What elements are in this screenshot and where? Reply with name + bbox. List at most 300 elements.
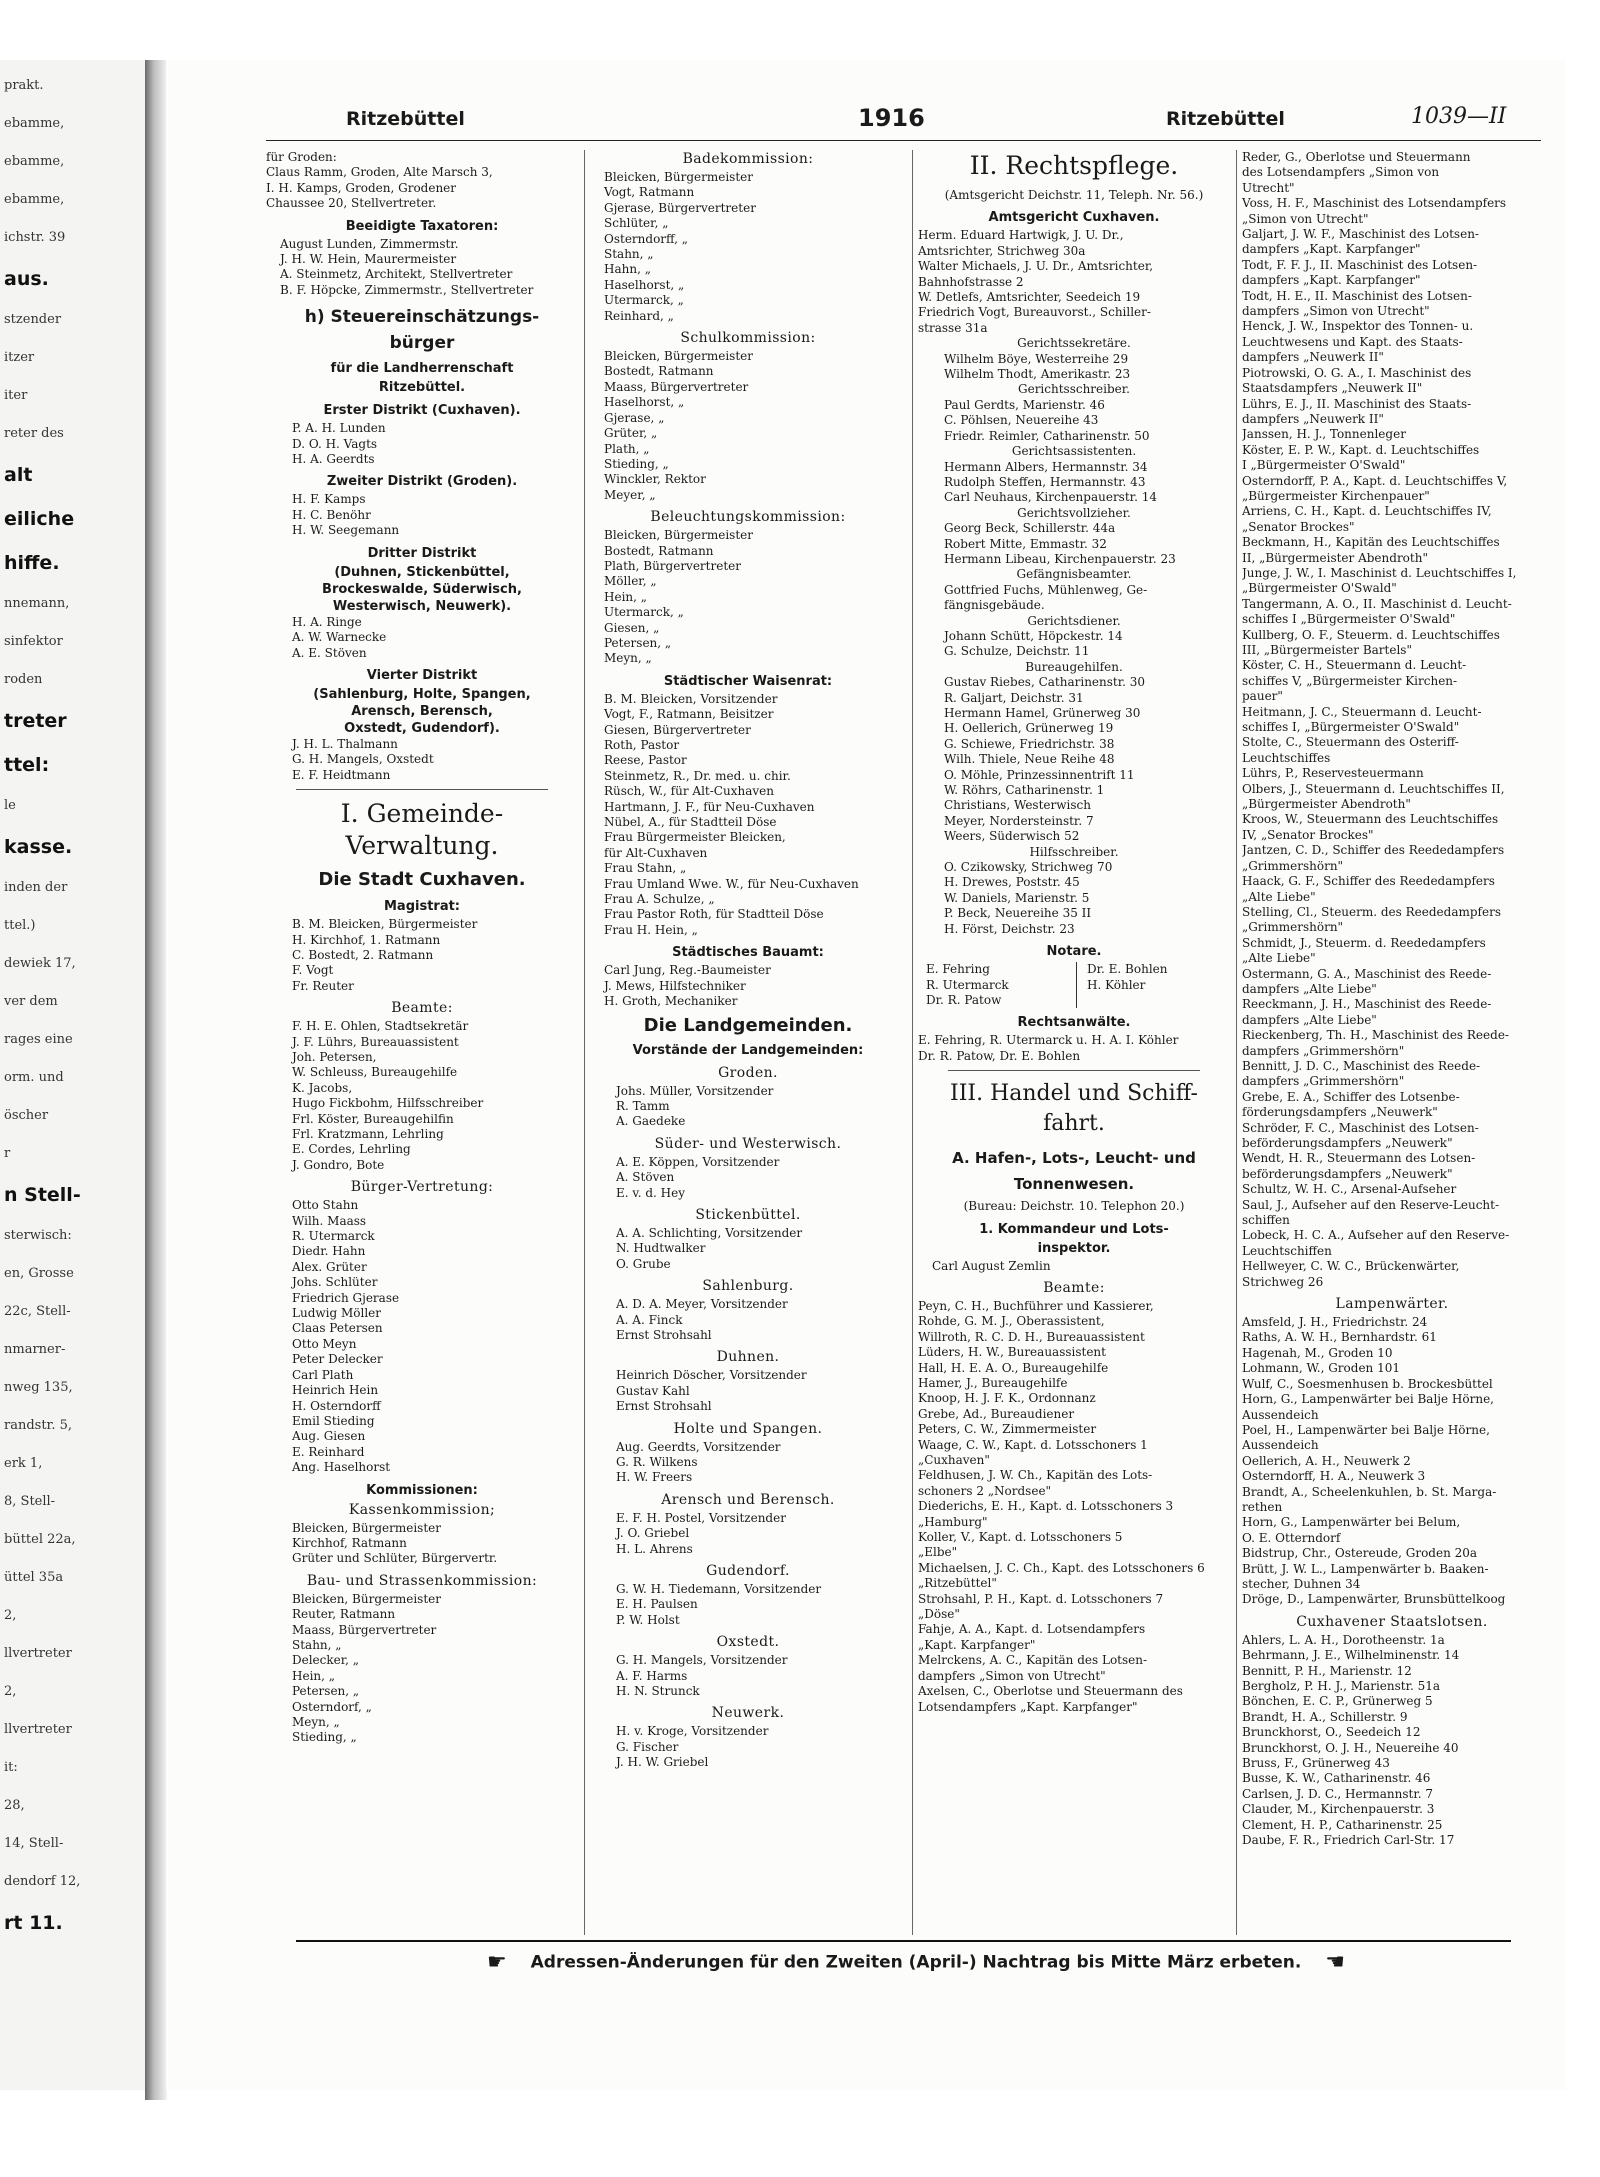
left-page-text: aus.	[4, 268, 49, 290]
district-3-list	[266, 615, 578, 661]
list-entry: schoners 2 „Nordsee"	[918, 1483, 1052, 1498]
hafen-bureau-note: (Bureau: Deichstr. 10. Telephon 20.)	[963, 1199, 1185, 1214]
list-entry: Emil Stieding	[292, 1413, 375, 1428]
section-3-title-1: III. Handel und Schiff-	[950, 1081, 1198, 1107]
list-entry: Bleicken, Bürgermeister	[292, 1591, 441, 1606]
list-entry: Lotsendampfers „Kapt. Karpfanger"	[918, 1699, 1138, 1714]
column-3	[918, 150, 1230, 1935]
left-page-text: öscher	[4, 1108, 49, 1123]
list-entry: Lobeck, H. C. A., Aufseher auf den Reserve-	[1242, 1228, 1510, 1243]
left-page-text: 2,	[4, 1608, 17, 1623]
list-entry: Georg Beck, Schillerstr. 44a	[944, 521, 1116, 536]
list-entry: Reinhard, „	[604, 308, 674, 323]
list-entry: Brandt, H. A., Schillerstr. 9	[1242, 1709, 1408, 1724]
directory-page	[166, 60, 1566, 2090]
list-entry: H. Köhler	[1087, 977, 1146, 992]
district-3-heading-2: (Duhnen, Stickenbüttel,	[334, 564, 510, 580]
list-entry: Plath, Bürgervertreter	[604, 558, 741, 573]
list-entry: Winckler, Rektor	[604, 472, 706, 487]
list-entry: A. F. Harms	[616, 1668, 688, 1683]
list-entry: Rüsch, W., für Alt-Cuxhaven	[604, 784, 774, 799]
list-entry: C. Bostedt, 2. Ratmann	[292, 947, 434, 962]
gerichtsvollzieher-list	[918, 521, 1230, 567]
list-entry: G. R. Wilkens	[616, 1455, 698, 1469]
list-entry: P. W. Holst	[616, 1612, 680, 1627]
list-entry: Osterndorff, „	[604, 231, 688, 246]
left-page-text: it:	[4, 1760, 18, 1775]
list-entry: Ang. Haselhorst	[292, 1460, 391, 1475]
list-entry: H. L. Ahrens	[616, 1541, 693, 1556]
list-entry: Bleicken, Bürgermeister	[604, 349, 753, 364]
stickenbuettel-heading: Stickenbüttel.	[695, 1206, 801, 1223]
list-entry: H. Drewes, Poststr. 45	[944, 875, 1080, 890]
list-entry: Grebe, E. A., Schiffer des Lotsenbe-	[1242, 1089, 1460, 1104]
kommandeur-list	[918, 1259, 1230, 1274]
baukommission-heading: Bau- und Strassenkommission:	[306, 1572, 538, 1589]
list-entry: Fr. Reuter	[292, 978, 354, 993]
list-entry: Brunckhorst, O., Seedeich 12	[1242, 1725, 1421, 1740]
list-entry: Meyn, „	[604, 651, 652, 666]
list-entry: Joh. Petersen,	[292, 1049, 377, 1064]
list-entry: N. Hudtwalker	[616, 1241, 706, 1256]
list-entry: Stolte, C., Steuermann des Osteriff-	[1242, 735, 1459, 750]
list-entry: Tangermann, A. O., II. Maschinist d. Leucht-	[1242, 596, 1512, 611]
gerichtsassistenten-heading: Gerichtsassistenten.	[1011, 444, 1137, 459]
gerichtsvollzieher-heading: Gerichtsvollzieher.	[1017, 505, 1131, 520]
suederwisch-heading: Süder- und Westerwisch.	[654, 1135, 842, 1152]
list-entry: Jantzen, C. D., Schiffer des Reededampfers	[1242, 843, 1505, 858]
left-page-text: ttel:	[4, 754, 50, 776]
list-entry: Johann Schütt, Höpckestr. 14	[944, 628, 1123, 643]
list-entry: pauer"	[1242, 689, 1283, 704]
list-entry: Horn, G., Lampenwärter bei Balje Hörne,	[1242, 1392, 1494, 1407]
list-entry: J. O. Griebel	[616, 1526, 690, 1541]
list-entry: Ludwig Möller	[292, 1306, 382, 1321]
section-2-title: II. Rechtspflege.	[969, 151, 1179, 180]
groden-taxatoren-list	[266, 150, 578, 212]
list-entry: Arriens, C. H., Kapt. d. Leuchtschiffes IV,	[1242, 504, 1492, 519]
left-page-text: ebamme,	[4, 192, 65, 207]
district-2-heading: Zweiter Distrikt (Groden).	[326, 474, 518, 490]
list-entry: Frau Umland Wwe. W., für Neu-Cuxhaven	[604, 876, 859, 891]
list-entry: Henck, J. W., Inspektor des Tonnen- u.	[1242, 319, 1474, 334]
list-entry: „Bürgermeister Abendroth"	[1242, 797, 1411, 812]
list-entry: Rohde, G. M. J., Oberassistent,	[918, 1314, 1105, 1329]
header-rule	[266, 140, 1541, 141]
list-entry: A. Gaedeke	[616, 1114, 686, 1129]
list-entry: Poel, H., Lampenwärter bei Balje Hörne,	[1242, 1422, 1490, 1437]
list-entry: „Alte Liebe"	[1242, 889, 1316, 904]
amtsgericht-heading: Amtsgericht Cuxhaven.	[988, 210, 1160, 226]
left-page-text: nweg 135,	[4, 1380, 73, 1395]
district-4-heading: Vierter Distrikt	[366, 667, 478, 683]
list-entry: Utrecht"	[1242, 180, 1295, 195]
left-page-text: rages eine	[4, 1032, 73, 1047]
list-entry: Brunckhorst, O. J. H., Neuereihe 40	[1242, 1740, 1459, 1755]
baukommission-list	[266, 1592, 578, 1746]
list-entry: für Alt-Cuxhaven	[604, 845, 708, 860]
left-page-fragment	[0, 60, 149, 2090]
list-entry: Frau Pastor Roth, für Stadtteil Döse	[604, 907, 824, 922]
duhnen-list	[590, 1368, 906, 1414]
list-entry: W. Detlefs, Amtsrichter, Seedeich 19	[918, 290, 1141, 305]
list-entry: beförderungsdampfers „Neuwerk"	[1242, 1166, 1453, 1181]
list-entry: Horn, G., Lampenwärter bei Belum,	[1242, 1515, 1461, 1530]
footer-rule	[296, 1940, 1511, 1942]
list-entry: A. E. Stöven	[292, 645, 367, 660]
list-entry: G. H. Mangels, Oxstedt	[292, 752, 434, 767]
list-entry: Voss, H. F., Maschinist des Lotsendampfers	[1242, 196, 1507, 211]
gudendorf-heading: Gudendorf.	[706, 1563, 790, 1580]
list-entry: schiffen	[1242, 1213, 1290, 1228]
list-entry: Wilh. Maass	[292, 1213, 367, 1228]
list-entry: Bennitt, P. H., Marienstr. 12	[1242, 1663, 1412, 1678]
left-page-text: eiliche	[4, 508, 75, 530]
left-page-text: orm. und	[4, 1070, 64, 1085]
list-entry: Gustav Riebes, Catharinenstr. 30	[944, 675, 1146, 690]
list-entry: H. Oellerich, Grünerweg 19	[944, 721, 1114, 736]
left-page-text: sterwisch:	[4, 1228, 72, 1243]
oxstedt-list	[590, 1653, 906, 1699]
list-entry: Möller, „	[604, 574, 657, 589]
left-page-text: üttel 35a	[4, 1570, 64, 1585]
list-entry: A. A. Finck	[616, 1312, 683, 1327]
column-divider	[584, 150, 585, 1935]
list-entry: A. A. Schlichting, Vorsitzender	[616, 1225, 803, 1240]
list-entry: Todt, H. E., II. Maschinist des Lotsen-	[1242, 288, 1472, 303]
list-entry: Hein, „	[292, 1668, 335, 1683]
holte-heading: Holte und Spangen.	[673, 1420, 823, 1437]
gerichtssekretaere-heading: Gerichtssekretäre.	[1017, 336, 1131, 351]
list-entry: Michaelsen, J. C. Ch., Kapt. des Lotsschoners 6	[918, 1560, 1205, 1575]
list-entry: Rieckenberg, Th. H., Maschinist des Reede-	[1242, 1028, 1509, 1043]
list-entry: Herm. Eduard Hartwigk, J. U. Dr.,	[918, 228, 1124, 243]
list-entry: schiffes I „Bürgermeister O'Swald"	[1242, 612, 1456, 627]
list-entry: II, „Bürgermeister Abendroth"	[1242, 550, 1428, 565]
list-entry: O. Möhle, Prinzessinnentrift 11	[944, 767, 1135, 782]
amtsgericht-list	[918, 228, 1230, 336]
list-entry: „Grimmershörn"	[1242, 858, 1344, 873]
list-entry: stecher, Duhnen 34	[1242, 1576, 1361, 1591]
list-entry: Willroth, R. C. D. H., Bureauassistent	[918, 1329, 1145, 1344]
list-entry: W. Röhrs, Catharinenstr. 1	[944, 783, 1105, 798]
list-entry: Diedr. Hahn	[292, 1244, 366, 1259]
magistrat-list	[266, 917, 578, 994]
list-entry: Meyer, Nordersteinstr. 7	[944, 813, 1094, 828]
groden-heading: Groden.	[718, 1064, 778, 1081]
sahlenburg-list	[590, 1297, 906, 1343]
list-entry: Grüter, „	[604, 426, 658, 441]
list-entry: Osterndorff, P. A., Kapt. d. Leuchtschiffes V,	[1242, 473, 1508, 488]
hafen-heading-2: Tonnenwesen.	[1013, 1175, 1135, 1194]
steuer-sub-1: für die Landherrenschaft	[330, 361, 514, 377]
list-entry: J. H. W. Hein, Maurermeister	[280, 252, 457, 267]
list-entry: Piotrowski, O. G. A., I. Maschinist des	[1242, 365, 1472, 380]
left-page-text: inden der	[4, 880, 68, 895]
list-entry: dampfers „Simon von Utrecht"	[1242, 304, 1430, 319]
left-page-text: le	[4, 798, 16, 813]
list-entry: Heinrich Hein	[292, 1383, 379, 1398]
list-entry: Lührs, E. J., II. Maschinist des Staats-	[1242, 396, 1472, 411]
magistrat-heading: Magistrat:	[383, 899, 461, 915]
list-entry: Busse, K. W., Catharinenstr. 46	[1242, 1771, 1431, 1786]
rechtsanwaelte-heading: Rechtsanwälte.	[1017, 1015, 1131, 1031]
list-entry: Friedr. Reimler, Catharinenstr. 50	[944, 428, 1150, 443]
left-page-text: sinfektor	[4, 634, 63, 649]
list-entry: Bahnhofstrasse 2	[918, 274, 1024, 289]
list-entry: B. F. Höpcke, Zimmermstr., Stellvertreter	[280, 282, 534, 297]
list-entry: J. H. L. Thalmann	[292, 736, 398, 751]
list-entry: E. v. d. Hey	[616, 1185, 686, 1200]
list-entry: Meyer, „	[604, 487, 656, 502]
gerichtsdiener-heading: Gerichtsdiener.	[1027, 613, 1121, 628]
amtsgericht-note: (Amtsgericht Deichstr. 11, Teleph. Nr. 56.)	[944, 188, 1204, 202]
list-entry: Diederichs, E. H., Kapt. d. Lotsschoners 3	[918, 1499, 1174, 1514]
list-entry: Stahn, „	[292, 1637, 342, 1652]
header-page-number: 1039—II	[1411, 104, 1507, 129]
list-entry: Heitmann, J. C., Steuermann d. Leucht-	[1242, 704, 1482, 719]
list-entry: Wulf, C., Soesmenhusen b. Brockesbüttel	[1242, 1376, 1493, 1391]
notare-left	[918, 962, 1076, 1008]
list-entry: Lohmann, W., Groden 101	[1242, 1361, 1400, 1376]
list-entry: Aug. Giesen	[292, 1429, 366, 1444]
left-page-text: hiffe.	[4, 552, 60, 574]
list-entry: Knoop, H. J. F. K., Ordonnanz	[918, 1391, 1096, 1406]
beleuchtung-list	[590, 528, 906, 667]
list-entry: „Hamburg"	[918, 1514, 988, 1529]
leuchtschiff-personnel-list	[1242, 150, 1542, 1290]
left-page-text: randstr. 5,	[4, 1418, 73, 1433]
list-entry: H. W. Seegemann	[292, 523, 400, 538]
list-entry: Haselhorst, „	[604, 395, 685, 410]
list-entry: Bleicken, Bürgermeister	[292, 1520, 441, 1535]
list-entry: Frau H. Hein, „	[604, 922, 698, 937]
landgemeinden-heading: Die Landgemeinden.	[643, 1014, 853, 1036]
list-entry: Frau Bürgermeister Bleicken,	[604, 830, 786, 845]
list-entry: Olbers, J., Steuermann d. Leuchtschiffes II,	[1242, 781, 1505, 796]
badekommission-heading: Badekommission:	[682, 151, 814, 167]
bureaugehilfen-list	[918, 675, 1230, 844]
waisenrat-list	[590, 692, 906, 939]
list-entry: Plath, „	[604, 441, 650, 456]
list-entry: dampfers „Kapt. Karpfanger"	[1242, 242, 1421, 257]
list-entry: dampfers „Alte Liebe"	[1242, 981, 1377, 996]
oxstedt-heading: Oxstedt.	[716, 1634, 780, 1651]
list-entry: Hagenah, M., Groden 10	[1242, 1345, 1393, 1360]
stickenbuettel-list	[590, 1226, 906, 1272]
list-entry: Bleicken, Bürgermeister	[604, 170, 753, 184]
list-entry: B. M. Bleicken, Vorsitzender	[604, 691, 778, 706]
gerichtsschreiber-list	[918, 398, 1230, 444]
list-entry: P. Beck, Neuereihe 35 II	[944, 906, 1092, 921]
left-page-text: prakt.	[4, 78, 44, 93]
list-entry: Schmidt, J., Steuerm. d. Reededampfers	[1242, 935, 1486, 950]
list-entry: Carl Neuhaus, Kirchenpauerstr. 14	[944, 490, 1157, 505]
list-entry: des Lotsendampfers „Simon von	[1242, 165, 1440, 180]
list-entry: Stahn, „	[604, 247, 654, 262]
district-3-heading-4: Westerwisch, Neuwerk).	[332, 598, 512, 614]
list-entry: Fahje, A. A., Kapt. d. Lotsendampfers	[918, 1622, 1146, 1637]
list-entry: H. Kirchhof, 1. Ratmann	[292, 932, 441, 947]
list-entry: Nübel, A., für Stadtteil Döse	[604, 815, 777, 830]
notare-heading: Notare.	[1046, 944, 1102, 960]
list-entry: Clauder, M., Kirchenpauerstr. 3	[1242, 1802, 1435, 1817]
list-entry: Brütt, J. W. L., Lampenwärter b. Baaken-	[1242, 1561, 1489, 1576]
neuwerk-list	[590, 1724, 906, 1770]
list-entry: Amsfeld, J. H., Friedrichstr. 24	[1242, 1315, 1428, 1330]
list-entry: H. C. Benöhr	[292, 507, 371, 522]
steuer-heading-1: h) Steuereinschätzungs-	[304, 307, 540, 328]
list-entry: J. F. Lührs, Bureauassistent	[292, 1034, 459, 1049]
district-4-heading-4: Oxstedt, Gudendorf).	[344, 720, 500, 736]
buergervertretung-list	[266, 1198, 578, 1475]
list-entry: Aussendeich	[1242, 1407, 1319, 1422]
list-entry: R. Utermarck	[292, 1229, 375, 1244]
list-entry: Bostedt, Ratmann	[604, 543, 714, 558]
left-page-text: ebamme,	[4, 154, 65, 169]
list-entry: Bostedt, Ratmann	[604, 364, 714, 379]
list-entry: Petersen, „	[292, 1684, 360, 1699]
list-entry: E. F. Heidtmann	[292, 767, 391, 782]
list-entry: dampfers „Neuwerk II"	[1242, 350, 1384, 365]
list-entry: Utermarck, „	[604, 293, 684, 308]
notare-right	[1076, 962, 1168, 1008]
list-entry: Bleicken, Bürgermeister	[604, 528, 753, 543]
list-entry: Todt, F. F. J., II. Maschinist des Lotsen-	[1242, 257, 1478, 272]
schulkommission-list	[590, 349, 906, 503]
list-entry: dampfers „Simon von Utrecht"	[918, 1668, 1106, 1683]
list-entry: Clement, H. P., Catharinenstr. 25	[1242, 1817, 1443, 1832]
left-page-text: ver dem	[4, 994, 58, 1009]
list-entry: Weers, Süderwisch 52	[944, 829, 1080, 844]
list-entry: beförderungsdampfers „Neuwerk"	[1242, 1136, 1453, 1150]
list-entry: E. Fehring, R. Utermarck u. H. A. I. Köhler	[918, 1033, 1179, 1048]
list-entry: J. H. W. Griebel	[616, 1755, 709, 1770]
list-entry: für Groden:	[266, 150, 337, 164]
district-4-heading-2: (Sahlenburg, Holte, Spangen,	[313, 686, 531, 702]
list-entry: Janssen, H. J., Tonnenleger	[1242, 427, 1406, 442]
list-entry: Wilhelm Böye, Westerreihe 29	[944, 351, 1129, 366]
list-entry: E. F. H. Postel, Vorsitzender	[616, 1510, 786, 1525]
list-entry: R. Tamm	[616, 1098, 670, 1113]
left-page-text: 28,	[4, 1798, 25, 1813]
list-entry: Bruss, F., Grünerweg 43	[1242, 1756, 1390, 1771]
list-entry: D. O. H. Vagts	[292, 436, 378, 451]
list-entry: H. F. Kamps	[292, 492, 366, 507]
holte-list	[590, 1440, 906, 1486]
list-entry: III, „Bürgermeister Bartels"	[1242, 643, 1412, 657]
list-entry: „Ritzebüttel"	[918, 1576, 997, 1591]
buergervertretung-heading: Bürger-Vertretung:	[350, 1179, 494, 1196]
list-entry: Peters, C. W., Zimmermeister	[918, 1422, 1097, 1437]
beleuchtung-heading: Beleuchtungskommission:	[650, 509, 846, 526]
neuwerk-heading: Neuwerk.	[711, 1705, 785, 1722]
list-entry: dampfers „Alte Liebe"	[1242, 1012, 1377, 1027]
left-page-text: ichstr. 39	[4, 230, 66, 245]
list-entry: Haselhorst, „	[604, 277, 685, 292]
list-entry: W. Schleuss, Bureaugehilfe	[292, 1065, 458, 1080]
list-entry: Robert Mitte, Emmastr. 32	[944, 536, 1107, 551]
gefaengnisbeamter-list	[918, 583, 1230, 614]
list-entry: Lührs, P., Reservesteuermann	[1242, 766, 1424, 781]
taxatoren-heading: Beeidigte Taxatoren:	[345, 218, 499, 234]
list-entry: förderungsdampfers „Neuwerk"	[1242, 1105, 1438, 1120]
list-entry: fängnisgebäude.	[944, 598, 1045, 613]
badekommission-list	[590, 170, 906, 324]
list-entry: Peter Delecker	[292, 1352, 383, 1367]
pointing-hand-icon: ☛	[486, 1950, 507, 1975]
suederwisch-list	[590, 1155, 906, 1201]
list-entry: Maass, Bürgervertreter	[604, 379, 749, 394]
list-entry: J. Gondro, Bote	[292, 1157, 385, 1172]
list-entry: rethen	[1242, 1499, 1283, 1514]
bauamt-heading: Städtisches Bauamt:	[672, 945, 824, 961]
list-entry: „Simon von Utrecht"	[1242, 211, 1369, 226]
header-place-left: Ritzebüttel	[346, 108, 465, 130]
list-entry: Lüders, H. W., Bureauassistent	[918, 1345, 1106, 1360]
list-entry: strasse 31a	[918, 320, 988, 335]
left-page-text: erk 1,	[4, 1456, 43, 1471]
hilfsschreiber-heading: Hilfsschreiber.	[1029, 844, 1119, 859]
list-entry: Osterndorf, „	[292, 1699, 372, 1714]
city-heading: Die Stadt Cuxhaven.	[318, 869, 526, 891]
list-entry: Johs. Müller, Vorsitzender	[616, 1083, 774, 1098]
duhnen-heading: Duhnen.	[716, 1349, 780, 1366]
list-entry: Beckmann, H., Kapitän des Leuchtschiffes	[1242, 535, 1500, 550]
list-entry: „Alte Liebe"	[1242, 951, 1316, 966]
list-entry: Gustav Kahl	[616, 1383, 690, 1398]
list-entry: Axelsen, C., Oberlotse und Steuermann des	[918, 1684, 1183, 1699]
beamte-heading: Beamte:	[391, 1000, 453, 1017]
list-entry: Paul Gerdts, Marienstr. 46	[944, 397, 1105, 412]
list-entry: Schultz, W. H. C., Arsenal-Aufseher	[1242, 1182, 1457, 1197]
list-entry: Meyn, „	[292, 1715, 340, 1729]
list-entry: K. Jacobs,	[292, 1080, 353, 1095]
list-entry: C. Pöhlsen, Neuereihe 43	[944, 413, 1099, 428]
list-entry: schiffes I, „Bürgermeister O'Swald"	[1242, 720, 1460, 735]
list-entry: Osterndorff, H. A., Neuwerk 3	[1242, 1469, 1426, 1484]
left-page-text: alt	[4, 464, 33, 486]
list-entry: Dröge, D., Lampenwärter, Brunsbüttelkoog	[1242, 1592, 1506, 1607]
list-entry: Hahn, „	[604, 262, 651, 277]
left-page-text: en, Grosse	[4, 1266, 74, 1281]
list-entry: H. Osterndorff	[292, 1398, 381, 1413]
left-page-text: 14, Stell-	[4, 1836, 64, 1851]
list-entry: Reese, Pastor	[604, 753, 687, 768]
kommissionen-heading: Kommissionen:	[366, 1482, 478, 1498]
list-entry: Leuchtschiffes	[1242, 750, 1331, 765]
list-entry: Haack, G. F., Schiffer des Reededampfers	[1242, 874, 1495, 889]
list-entry: Hamer, J., Bureaugehilfe	[918, 1375, 1068, 1390]
list-entry: Vogt, F., Ratmann, Beisitzer	[604, 707, 774, 722]
list-entry: G. W. H. Tiedemann, Vorsitzender	[616, 1582, 822, 1597]
list-entry: Wilhelm Thodt, Amerikastr. 23	[944, 367, 1131, 382]
column-divider	[912, 150, 913, 1935]
list-entry: Hermann Albers, Hermannstr. 34	[944, 459, 1148, 474]
list-entry: W. Daniels, Marienstr. 5	[944, 890, 1090, 905]
left-page-text: ebamme,	[4, 116, 65, 131]
footer-notice	[366, 1950, 1466, 1975]
list-entry: Christians, Westerwisch	[944, 798, 1091, 813]
steuer-heading-2: bürger	[389, 333, 455, 354]
list-entry: Friedrich Vogt, Bureauvorst., Schiller-	[918, 305, 1151, 320]
list-entry: Rudolph Steffen, Hermannstr. 43	[944, 474, 1146, 489]
list-entry: Raths, A. W. H., Bernhardstr. 61	[1242, 1330, 1437, 1345]
list-entry: Koller, V., Kapt. d. Lotsschoners 5	[918, 1530, 1123, 1545]
list-entry: „Grimmershörn"	[1242, 920, 1344, 935]
list-entry: E. Fehring	[926, 962, 990, 977]
header-year: 1916	[858, 104, 925, 132]
